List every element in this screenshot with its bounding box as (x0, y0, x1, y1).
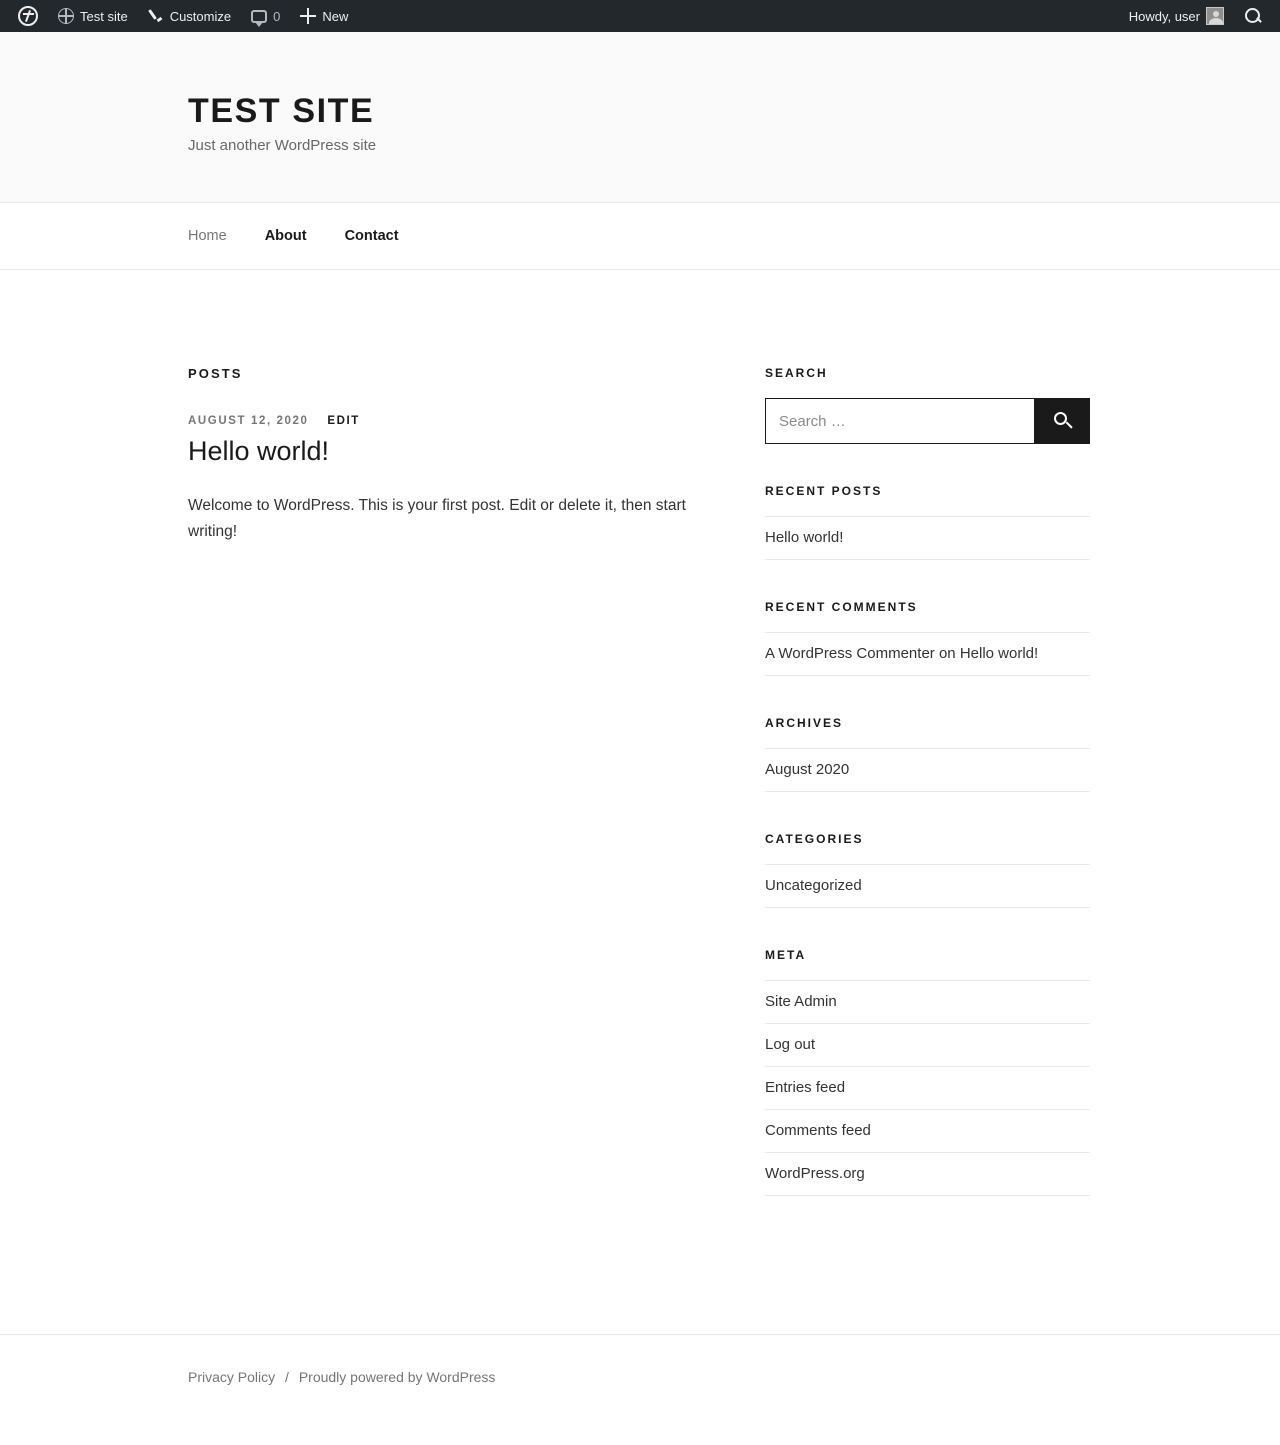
nav-item-contact[interactable]: Contact (344, 228, 399, 244)
brush-icon (148, 8, 164, 24)
list-item (765, 748, 1090, 792)
footer-credit-link[interactable]: Proudly powered by WordPress (298, 1369, 496, 1385)
page-title: POSTS (188, 366, 243, 381)
category-link-uncategorized[interactable]: Uncategorized (765, 877, 862, 894)
list-item (765, 1110, 1090, 1153)
recent-posts-list (765, 516, 1090, 560)
search-submit-button[interactable] (1034, 398, 1090, 444)
list-item (765, 1067, 1090, 1110)
meta-link-site-admin[interactable]: Site Admin (765, 993, 837, 1010)
meta-link-entries-feed[interactable]: Entries feed (765, 1079, 846, 1096)
list-item (765, 1153, 1090, 1196)
adminbar-search-toggle[interactable] (1234, 0, 1272, 32)
widget-recent-posts-title: RECENT POSTS (765, 484, 883, 498)
post-title[interactable]: Hello world! (188, 436, 330, 466)
list-item (765, 980, 1090, 1024)
widget-recent-comments-title: RECENT COMMENTS (765, 600, 918, 614)
adminbar-new-content[interactable] (290, 0, 358, 32)
site-header (0, 32, 1280, 203)
widget-search-title: SEARCH (765, 366, 828, 380)
adminbar-comments-count: 0 (273, 8, 281, 24)
widget-meta (765, 948, 1090, 1196)
comment-on-text: on (934, 645, 960, 662)
meta-list (765, 980, 1090, 1196)
search-icon (1244, 7, 1262, 25)
post-date-link[interactable]: AUGUST 12, 2020 (188, 415, 309, 427)
adminbar-howdy-label: Howdy, user (1128, 8, 1200, 24)
list-item (765, 516, 1090, 560)
wordpress-logo-icon (18, 6, 38, 26)
adminbar-site-name[interactable] (48, 0, 138, 32)
widget-categories (765, 832, 1090, 908)
search-form (765, 398, 1090, 444)
footer-separator: / (285, 1369, 289, 1385)
sidebar (765, 366, 1090, 1236)
nav-item-about[interactable]: About (264, 228, 307, 244)
adminbar-customize-label: Customize (169, 8, 232, 24)
widget-recent-comments (765, 600, 1090, 676)
post-article (188, 415, 693, 544)
comment-author-link[interactable]: A WordPress Commenter (765, 645, 935, 662)
meta-link-comments-feed[interactable]: Comments feed (765, 1122, 871, 1139)
widget-recent-posts (765, 484, 1090, 560)
widget-meta-title: META (765, 948, 807, 962)
categories-list (765, 864, 1090, 908)
footer-privacy-policy-link[interactable]: Privacy Policy (188, 1369, 276, 1385)
archives-list (765, 748, 1090, 792)
site-footer (0, 1334, 1280, 1419)
widget-archives (765, 716, 1090, 792)
recent-comments-list (765, 632, 1090, 676)
adminbar-wp-logo[interactable] (8, 0, 48, 32)
user-avatar (1206, 7, 1224, 25)
primary-navigation-list (0, 203, 1280, 269)
post-excerpt: Welcome to WordPress. This is your first post. Edit or delete it, then start writing! (188, 497, 686, 540)
list-item (765, 1024, 1090, 1067)
search-icon (1054, 412, 1067, 425)
post-edit-link[interactable]: EDIT (327, 415, 360, 427)
primary-navigation (0, 203, 1280, 270)
adminbar-site-name-label: Test site (80, 8, 128, 24)
adminbar-my-account[interactable] (1119, 0, 1234, 32)
site-title[interactable]: TEST SITE (188, 92, 375, 130)
site-icon (58, 8, 74, 24)
comment-post-link[interactable]: Hello world! (959, 645, 1039, 662)
list-item (765, 632, 1090, 676)
site-tagline: Just another WordPress site (188, 137, 377, 154)
widget-archives-title: ARCHIVES (765, 716, 844, 730)
site-header-inner (0, 92, 1280, 154)
nav-item-home[interactable]: Home (188, 228, 227, 244)
search-input[interactable] (765, 398, 1034, 444)
adminbar-customize[interactable] (138, 0, 241, 32)
plus-icon (300, 8, 316, 24)
archive-link-august-2020[interactable]: August 2020 (765, 761, 850, 778)
meta-link-log-out[interactable]: Log out (765, 1036, 816, 1053)
wp-admin-bar (0, 0, 1280, 32)
comment-bubble-icon (251, 10, 267, 23)
adminbar-new-label: New (322, 8, 349, 24)
widget-search (765, 366, 1090, 444)
main-content (188, 366, 693, 544)
list-item (765, 864, 1090, 908)
widget-categories-title: CATEGORIES (765, 832, 864, 846)
meta-link-wordpress-org[interactable]: WordPress.org (765, 1165, 865, 1182)
adminbar-comments[interactable] (241, 0, 290, 32)
post-meta (188, 415, 693, 427)
content-area (0, 270, 1280, 1236)
recent-post-link[interactable]: Hello world! (765, 529, 844, 546)
